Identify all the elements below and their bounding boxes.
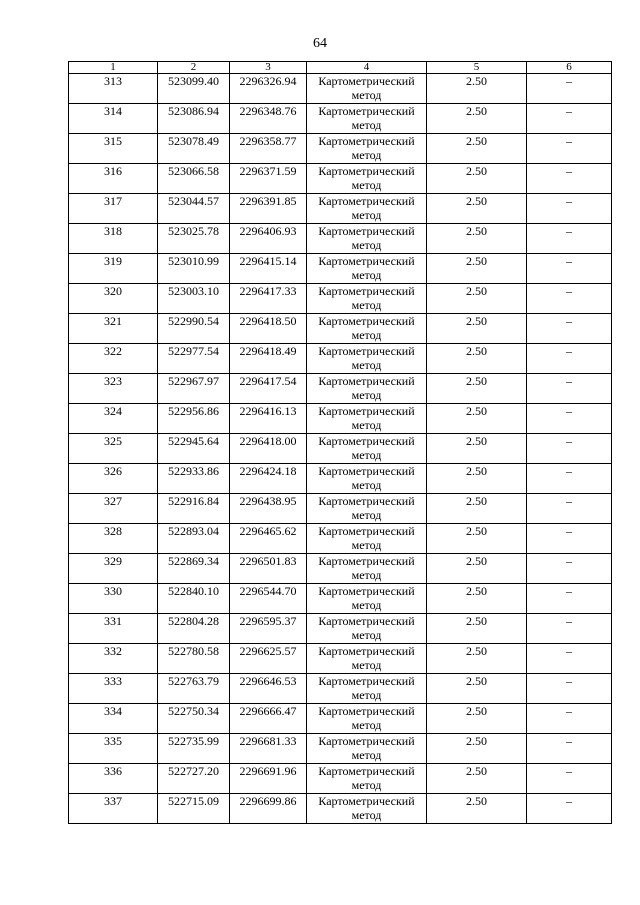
note-cell: – — [527, 584, 612, 614]
precision-cell: 2.50 — [427, 554, 527, 584]
note-cell: – — [527, 434, 612, 464]
point-number-cell: 324 — [69, 404, 158, 434]
coordinates-table — [68, 61, 612, 824]
coordinate-x-cell: 522945.64 — [158, 434, 230, 464]
precision-cell: 2.50 — [427, 464, 527, 494]
point-number-cell: 332 — [69, 644, 158, 674]
coordinate-x-cell: 522840.10 — [158, 584, 230, 614]
point-number-cell: 321 — [69, 314, 158, 344]
note-cell: – — [527, 674, 612, 704]
method-cell: Картометрический метод — [307, 734, 427, 764]
coordinate-x-cell: 523086.94 — [158, 104, 230, 134]
table-row — [69, 104, 612, 134]
note-cell: – — [527, 524, 612, 554]
precision-cell: 2.50 — [427, 314, 527, 344]
method-cell: Картометрический метод — [307, 494, 427, 524]
coordinate-x-cell: 522715.09 — [158, 794, 230, 824]
coordinate-x-cell: 522869.34 — [158, 554, 230, 584]
method-cell: Картометрический метод — [307, 464, 427, 494]
column-header-3: 3 — [230, 62, 307, 74]
coordinate-y-cell: 2296417.33 — [230, 284, 307, 314]
note-cell: – — [527, 104, 612, 134]
note-cell: – — [527, 644, 612, 674]
column-header-2: 2 — [158, 62, 230, 74]
page-number: 64 — [313, 36, 327, 51]
method-cell: Картометрический метод — [307, 614, 427, 644]
coordinate-y-cell: 2296424.18 — [230, 464, 307, 494]
note-cell: – — [527, 74, 612, 104]
coordinate-y-cell: 2296646.53 — [230, 674, 307, 704]
method-cell: Картометрический метод — [307, 764, 427, 794]
coordinate-x-cell: 522804.28 — [158, 614, 230, 644]
coordinate-y-cell: 2296358.77 — [230, 134, 307, 164]
header-row — [69, 62, 612, 74]
precision-cell: 2.50 — [427, 734, 527, 764]
note-cell: – — [527, 764, 612, 794]
point-number-cell: 316 — [69, 164, 158, 194]
precision-cell: 2.50 — [427, 764, 527, 794]
precision-cell: 2.50 — [427, 794, 527, 824]
table-row — [69, 614, 612, 644]
column-header-4: 4 — [307, 62, 427, 74]
point-number-cell: 326 — [69, 464, 158, 494]
point-number-cell: 320 — [69, 284, 158, 314]
point-number-cell: 314 — [69, 104, 158, 134]
precision-cell: 2.50 — [427, 164, 527, 194]
table-row — [69, 284, 612, 314]
point-number-cell: 322 — [69, 344, 158, 374]
coordinate-y-cell: 2296371.59 — [230, 164, 307, 194]
note-cell: – — [527, 134, 612, 164]
coordinate-x-cell: 522956.86 — [158, 404, 230, 434]
point-number-cell: 334 — [69, 704, 158, 734]
coordinate-y-cell: 2296595.37 — [230, 614, 307, 644]
coordinate-x-cell: 523078.49 — [158, 134, 230, 164]
point-number-cell: 335 — [69, 734, 158, 764]
coordinate-y-cell: 2296418.00 — [230, 434, 307, 464]
coordinate-x-cell: 522780.58 — [158, 644, 230, 674]
precision-cell: 2.50 — [427, 284, 527, 314]
note-cell: – — [527, 254, 612, 284]
coordinate-y-cell: 2296666.47 — [230, 704, 307, 734]
point-number-cell: 315 — [69, 134, 158, 164]
coordinate-y-cell: 2296544.70 — [230, 584, 307, 614]
coordinate-y-cell: 2296501.83 — [230, 554, 307, 584]
precision-cell: 2.50 — [427, 224, 527, 254]
coordinate-x-cell: 522977.54 — [158, 344, 230, 374]
coordinate-x-cell: 523066.58 — [158, 164, 230, 194]
table-row — [69, 344, 612, 374]
column-header-5: 5 — [427, 62, 527, 74]
coordinate-y-cell: 2296465.62 — [230, 524, 307, 554]
table-row — [69, 74, 612, 104]
method-cell: Картометрический метод — [307, 524, 427, 554]
method-cell: Картометрический метод — [307, 134, 427, 164]
method-cell: Картометрический метод — [307, 374, 427, 404]
table-row — [69, 704, 612, 734]
point-number-cell: 337 — [69, 794, 158, 824]
precision-cell: 2.50 — [427, 584, 527, 614]
table-row — [69, 374, 612, 404]
table-row — [69, 314, 612, 344]
point-number-cell: 330 — [69, 584, 158, 614]
coordinate-y-cell: 2296416.13 — [230, 404, 307, 434]
coordinate-y-cell: 2296417.54 — [230, 374, 307, 404]
precision-cell: 2.50 — [427, 254, 527, 284]
method-cell: Картометрический метод — [307, 314, 427, 344]
coordinate-x-cell: 522916.84 — [158, 494, 230, 524]
coordinate-y-cell: 2296406.93 — [230, 224, 307, 254]
coordinate-x-cell: 522763.79 — [158, 674, 230, 704]
method-cell: Картометрический метод — [307, 404, 427, 434]
note-cell: – — [527, 464, 612, 494]
coordinate-y-cell: 2296418.50 — [230, 314, 307, 344]
method-cell: Картометрический метод — [307, 674, 427, 704]
method-cell: Картометрический метод — [307, 584, 427, 614]
note-cell: – — [527, 164, 612, 194]
table-body — [69, 74, 612, 824]
table-row — [69, 134, 612, 164]
coordinate-x-cell: 522933.86 — [158, 464, 230, 494]
precision-cell: 2.50 — [427, 194, 527, 224]
note-cell: – — [527, 194, 612, 224]
coordinate-x-cell: 522727.20 — [158, 764, 230, 794]
note-cell: – — [527, 284, 612, 314]
precision-cell: 2.50 — [427, 704, 527, 734]
column-header-6: 6 — [527, 62, 612, 74]
precision-cell: 2.50 — [427, 404, 527, 434]
point-number-cell: 331 — [69, 614, 158, 644]
precision-cell: 2.50 — [427, 374, 527, 404]
note-cell: – — [527, 314, 612, 344]
method-cell: Картометрический метод — [307, 344, 427, 374]
coordinate-x-cell: 523003.10 — [158, 284, 230, 314]
precision-cell: 2.50 — [427, 524, 527, 554]
method-cell: Картометрический метод — [307, 254, 427, 284]
note-cell: – — [527, 224, 612, 254]
method-cell: Картометрический метод — [307, 794, 427, 824]
method-cell: Картометрический метод — [307, 104, 427, 134]
coordinate-x-cell: 522967.97 — [158, 374, 230, 404]
point-number-cell: 313 — [69, 74, 158, 104]
point-number-cell: 317 — [69, 194, 158, 224]
coordinate-x-cell: 522990.54 — [158, 314, 230, 344]
coordinate-y-cell: 2296348.76 — [230, 104, 307, 134]
precision-cell: 2.50 — [427, 614, 527, 644]
coordinate-x-cell: 522735.99 — [158, 734, 230, 764]
point-number-cell: 323 — [69, 374, 158, 404]
table-row — [69, 164, 612, 194]
method-cell: Картометрический метод — [307, 284, 427, 314]
method-cell: Картометрический метод — [307, 194, 427, 224]
coordinate-y-cell: 2296699.86 — [230, 794, 307, 824]
point-number-cell: 327 — [69, 494, 158, 524]
coordinate-x-cell: 522893.04 — [158, 524, 230, 554]
coordinate-y-cell: 2296691.96 — [230, 764, 307, 794]
point-number-cell: 325 — [69, 434, 158, 464]
coordinate-x-cell: 523044.57 — [158, 194, 230, 224]
coordinate-x-cell: 522750.34 — [158, 704, 230, 734]
coordinate-y-cell: 2296438.95 — [230, 494, 307, 524]
table-header — [69, 62, 612, 74]
point-number-cell: 329 — [69, 554, 158, 584]
table-row — [69, 464, 612, 494]
coordinate-y-cell: 2296681.33 — [230, 734, 307, 764]
table-row — [69, 524, 612, 554]
precision-cell: 2.50 — [427, 344, 527, 374]
precision-cell: 2.50 — [427, 74, 527, 104]
precision-cell: 2.50 — [427, 494, 527, 524]
precision-cell: 2.50 — [427, 104, 527, 134]
method-cell: Картометрический метод — [307, 224, 427, 254]
coordinate-x-cell: 523025.78 — [158, 224, 230, 254]
table-row — [69, 734, 612, 764]
note-cell: – — [527, 404, 612, 434]
precision-cell: 2.50 — [427, 674, 527, 704]
table-row — [69, 404, 612, 434]
table-row — [69, 224, 612, 254]
method-cell: Картометрический метод — [307, 704, 427, 734]
table-row — [69, 254, 612, 284]
method-cell: Картометрический метод — [307, 554, 427, 584]
precision-cell: 2.50 — [427, 134, 527, 164]
note-cell: – — [527, 554, 612, 584]
table-row — [69, 764, 612, 794]
coordinate-x-cell: 523010.99 — [158, 254, 230, 284]
point-number-cell: 333 — [69, 674, 158, 704]
precision-cell: 2.50 — [427, 434, 527, 464]
method-cell: Картометрический метод — [307, 164, 427, 194]
point-number-cell: 328 — [69, 524, 158, 554]
point-number-cell: 319 — [69, 254, 158, 284]
coordinate-y-cell: 2296625.57 — [230, 644, 307, 674]
coordinate-y-cell: 2296418.49 — [230, 344, 307, 374]
table-row — [69, 644, 612, 674]
column-header-1: 1 — [69, 62, 158, 74]
note-cell: – — [527, 794, 612, 824]
note-cell: – — [527, 704, 612, 734]
method-cell: Картометрический метод — [307, 434, 427, 464]
coordinate-y-cell: 2296326.94 — [230, 74, 307, 104]
method-cell: Картометрический метод — [307, 644, 427, 674]
note-cell: – — [527, 614, 612, 644]
table-row — [69, 434, 612, 464]
table-row — [69, 554, 612, 584]
point-number-cell: 318 — [69, 224, 158, 254]
precision-cell: 2.50 — [427, 644, 527, 674]
table-row — [69, 674, 612, 704]
note-cell: – — [527, 734, 612, 764]
method-cell: Картометрический метод — [307, 74, 427, 104]
coordinate-y-cell: 2296391.85 — [230, 194, 307, 224]
note-cell: – — [527, 494, 612, 524]
point-number-cell: 336 — [69, 764, 158, 794]
coordinate-y-cell: 2296415.14 — [230, 254, 307, 284]
table-row — [69, 794, 612, 824]
note-cell: – — [527, 374, 612, 404]
table-row — [69, 494, 612, 524]
table-row — [69, 194, 612, 224]
coordinate-x-cell: 523099.40 — [158, 74, 230, 104]
table-row — [69, 584, 612, 614]
note-cell: – — [527, 344, 612, 374]
